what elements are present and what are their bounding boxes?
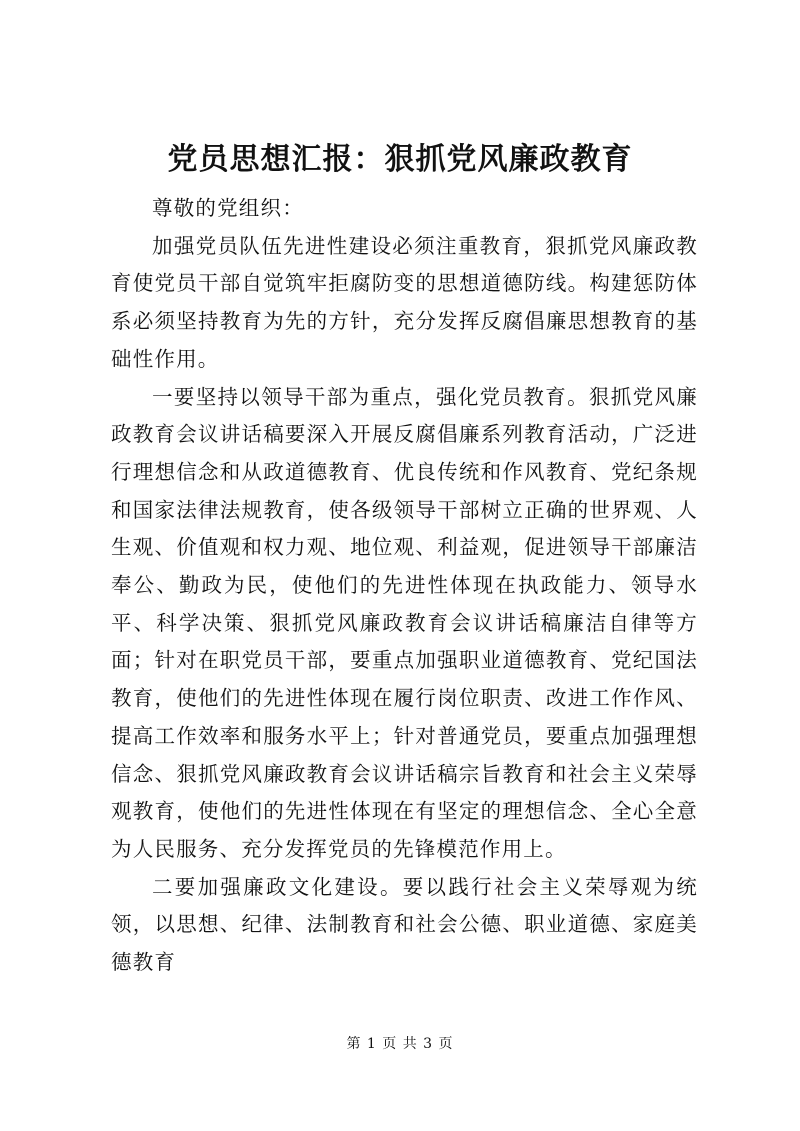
paragraph-intro: 加强党员队伍先进性建设必须注重教育，狠抓党风廉政教育使党员干部自觉筑牢拒腐防变的思想道德防线。构建惩防体系必须坚持教育为先的方针，充分发挥反腐倡廉思想教育的基础性作用。	[111, 233, 698, 371]
paragraph-second-point: 二要加强廉政文化建设。要以践行社会主义荣辱观为统领，以思想、纪律、法制教育和社会公德、职业道德、家庭美德教育	[111, 874, 698, 975]
salutation: 尊敬的党组织：	[152, 196, 304, 220]
page-footer: 第 1 页 共 3 页	[346, 1036, 454, 1052]
document-title: 党员思想汇报：狠抓党风廉政教育	[167, 142, 633, 177]
paragraph-first-point: 一要坚持以领导干部为重点，强化党员教育。狠抓党风廉政教育会议讲话稿要深入开展反腐倡廉系列教育活动，广泛进行理想信念和从政道德教育、优良传统和作风教育、党纪条规和国家法律法规教育，使各级领导干部树立正确的世界观、人生观、价值观和权力观、地位观、利益观，促进领导干部廉洁奉公、勤政为民，使他们的先进性体现在执政能力、领导水平、科学决策、狠抓党风廉政教育会议讲话稿廉洁自律等方面；针对在职党员干部，要重点加强职业道德教育、党纪国法教育，使他们的先进性体现在履行岗位职责、改进工作作风、提高工作效率和服务水平上；针对普通党员，要重点加强理想信念、狠抓党风廉政教育会议讲话稿宗旨教育和社会主义荣辱观教育，使他们的先进性体现在有坚定的理想信念、全心全意为人民服务、充分发挥党员的先锋模范作用上。	[111, 384, 698, 861]
document-body	[111, 190, 698, 982]
